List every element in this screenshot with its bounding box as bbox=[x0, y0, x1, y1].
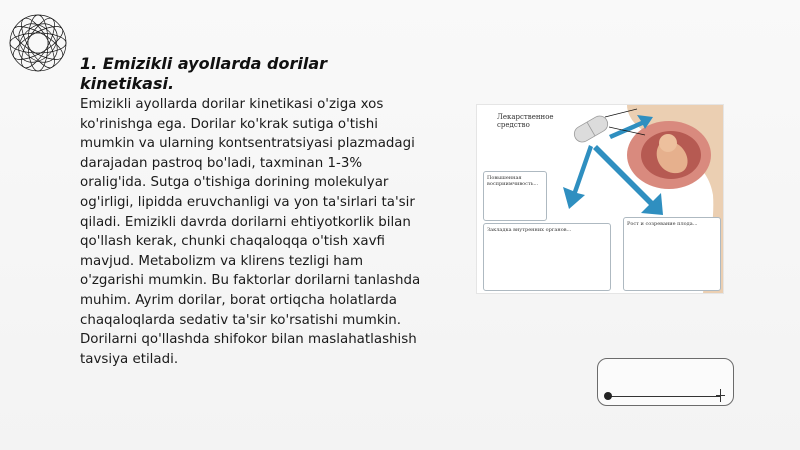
media-progress-track[interactable] bbox=[608, 396, 721, 397]
diagram-heading: Лекарственное средство bbox=[497, 113, 554, 129]
diagram-box-3-caption: Рост и созревание плода... bbox=[627, 221, 698, 227]
media-progress-handle[interactable] bbox=[604, 392, 612, 400]
decorative-logo-icon bbox=[6, 6, 70, 80]
media-player[interactable] bbox=[597, 358, 734, 406]
diagram-box-2-caption: Закладка внутренних органов... bbox=[487, 227, 572, 233]
slide-title: 1. Emizikli ayollarda dorilar kinetikasi. bbox=[80, 54, 328, 93]
slide-body-text: Emizikli ayollarda dorilar kinetikasi o'ziga xos ko'rinishga ega. Dorilar ko'krak sutiga o'tishi mumkin va ularning kontsentratsiyasi plazmadagi darajadan pastroq bo'ladi, taxminan 1-3% oralig'ida. Sutga o'tishiga dorining molekulyar og'irligi, lipidda eruvchanligi va yon ta'sirlari ta'sir qiladi. Emizikli davrda dorilarni ehtiyotkorlik bilan qo'llash kerak, chunki chaqaloqqa o'tish xavfi mavjud. Metabolizm va klirens tezligi ham o'zgarishi mumkin. Bu faktorlar dorilarni tanlashda muhim. Ayrim dorilar, borat ortiqcha holatlarda chaqaloqlarda sedativ ta'sir ko'rsatishi mumkin. Dorilarni qo'llashda shifokor bilan maslahatlashish tavsiya etiladi. bbox=[80, 97, 421, 367]
volume-icon-bar bbox=[716, 395, 725, 396]
diagram-box-1 bbox=[483, 171, 547, 221]
diagram-box-2 bbox=[483, 223, 611, 291]
diagram-box-3 bbox=[623, 217, 721, 291]
diagram-box-1-caption: Повышенная восприимчивость... bbox=[487, 175, 539, 187]
pregnancy-drug-diagram bbox=[476, 104, 724, 294]
